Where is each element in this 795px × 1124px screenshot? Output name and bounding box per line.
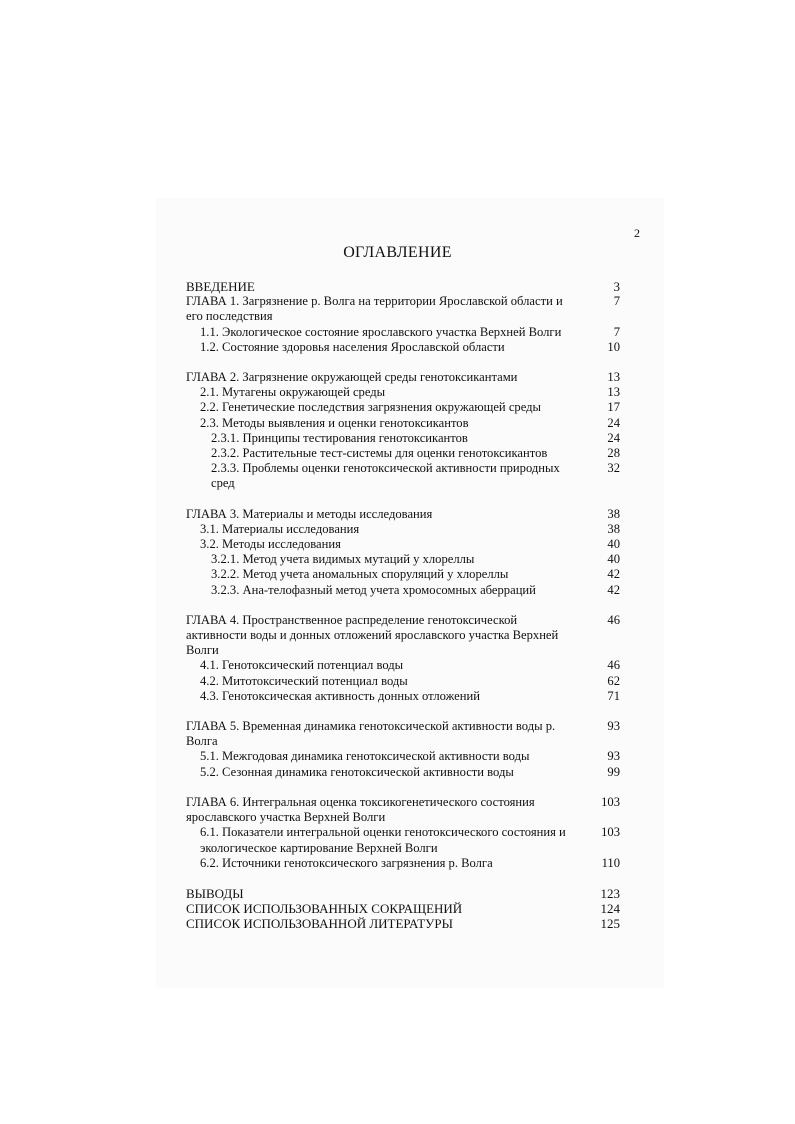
toc-entry-text: ГЛАВА 5. Временная динамика генотоксической активности воды р. Волга <box>186 719 556 749</box>
toc-entry-text: ГЛАВА 4. Пространственное распределение генотоксической активности воды и донных отложений ярославского участка Верхней Волги <box>186 612 559 658</box>
toc-entry-page: 40 <box>607 552 620 567</box>
toc-entry-text: 4.1. Генотоксический потенциал воды <box>200 658 404 673</box>
toc-entry-text: 4.2. Митотоксический потенциал воды <box>200 673 408 688</box>
toc-entry-6-2[interactable] <box>186 856 620 871</box>
toc-entry-2-2[interactable] <box>186 400 620 415</box>
toc-entry-references[interactable] <box>186 916 620 931</box>
toc-entry-page: 103 <box>601 794 620 809</box>
toc-entry-text: 3.2. Методы исследования <box>200 537 341 552</box>
toc-entry-4-2[interactable] <box>186 674 620 689</box>
toc-entry-text: 3.2.1. Метод учета видимых мутаций у хлореллы <box>211 552 475 567</box>
toc-entry-2-3-1[interactable] <box>186 431 620 446</box>
toc-entry-page: 24 <box>607 415 620 430</box>
toc-entry-page: 99 <box>607 764 620 779</box>
toc-entry-chapter-3[interactable] <box>186 507 620 522</box>
toc-entry-chapter-1[interactable] <box>186 294 620 324</box>
toc-entry-text: 2.3.1. Принципы тестирования генотоксикантов <box>211 430 468 445</box>
toc-entry-page: 93 <box>607 749 620 764</box>
toc-entry-page: 46 <box>607 612 620 627</box>
toc-entry-6-1[interactable] <box>186 825 620 855</box>
chapter-1-group <box>186 279 620 355</box>
toc-entry-text: ГЛАВА 6. Интегральная оценка токсикогенетического состояния ярославского участка Верхней Волги <box>186 794 535 825</box>
toc-entry-text: 1.2. Состояние здоровья населения Ярославской области <box>200 339 505 354</box>
toc-entry-text: 3.2.2. Метод учета аномальных споруляций у хлореллы <box>211 567 509 582</box>
chapter-4-group <box>186 613 620 704</box>
toc-entry-text: ГЛАВА 3. Материалы и методы исследования <box>186 506 433 521</box>
toc-entry-page: 3 <box>613 279 620 294</box>
toc-entry-chapter-6[interactable] <box>186 795 620 825</box>
toc-entry-page: 42 <box>607 567 620 582</box>
toc-entry-text: 6.1. Показатели интегральной оценки генотоксического состояния и экологическое картирование Верхней Волги <box>200 825 566 855</box>
page-number: 2 <box>634 226 640 240</box>
toc-entry-page: 125 <box>600 916 620 932</box>
chapter-2-group <box>186 370 620 492</box>
toc-entry-text: 2.3.2. Растительные тест-системы для оценки генотоксикантов <box>211 446 548 461</box>
toc-entry-text: 5.1. Межгодовая динамика генотоксической активности воды <box>200 749 530 764</box>
toc-entry-2-1[interactable] <box>186 385 620 400</box>
toc-title: ОГЛАВЛЕНИЕ <box>343 244 452 261</box>
toc-entry-text: ВВЕДЕНИЕ <box>186 279 255 294</box>
toc-entry-chapter-5[interactable] <box>186 719 620 749</box>
toc-entry-1-1[interactable] <box>186 325 620 340</box>
toc-entry-2-3-3[interactable] <box>186 461 620 491</box>
toc-entry-3-2[interactable] <box>186 537 620 552</box>
toc-entry-4-1[interactable] <box>186 658 620 673</box>
chapter-6-group <box>186 795 620 871</box>
toc-entry-page: 46 <box>607 658 620 673</box>
toc-entry-page: 13 <box>607 370 620 385</box>
toc-entry-page: 124 <box>600 901 620 917</box>
toc-entry-4-3[interactable] <box>186 689 620 704</box>
toc-entry-page: 38 <box>607 506 620 521</box>
toc-entry-page: 10 <box>607 339 620 354</box>
toc-entry-page: 7 <box>613 324 620 339</box>
toc-entry-page: 123 <box>600 885 620 901</box>
toc-entry-text: СПИСОК ИСПОЛЬЗОВАННОЙ ЛИТЕРАТУРЫ <box>186 916 453 932</box>
toc-entry-2-3[interactable] <box>186 416 620 431</box>
toc-entry-chapter-4[interactable] <box>186 613 620 659</box>
chapter-3-group <box>186 507 620 598</box>
toc-entry-page: 71 <box>607 688 620 703</box>
toc-entry-text: ВЫВОДЫ <box>186 885 244 901</box>
toc-entry-text: 5.2. Сезонная динамика генотоксической активности воды <box>200 764 514 779</box>
chapter-5-group <box>186 719 620 780</box>
toc-entry-2-3-2[interactable] <box>186 446 620 461</box>
toc-entry-chapter-2[interactable] <box>186 370 620 385</box>
toc-entry-page: 103 <box>601 825 620 840</box>
toc-entry-page: 40 <box>607 537 620 552</box>
table-of-contents <box>186 279 620 932</box>
toc-entry-intro[interactable] <box>186 279 620 294</box>
toc-entry-3-2-1[interactable] <box>186 552 620 567</box>
toc-entry-5-2[interactable] <box>186 765 620 780</box>
toc-entry-5-1[interactable] <box>186 749 620 764</box>
toc-entry-3-2-2[interactable] <box>186 567 620 582</box>
toc-entry-page: 42 <box>607 582 620 597</box>
toc-entry-page: 13 <box>607 385 620 400</box>
toc-entry-page: 93 <box>607 719 620 734</box>
toc-entry-text: 6.2. Источники генотоксического загрязнения р. Волга <box>200 855 493 870</box>
toc-entry-text: 3.1. Материалы исследования <box>200 521 360 536</box>
toc-entry-abbreviations[interactable] <box>186 901 620 916</box>
toc-entry-text: СПИСОК ИСПОЛЬЗОВАННЫХ СОКРАЩЕНИЙ <box>186 901 463 917</box>
final-sections-group <box>186 886 620 932</box>
toc-entry-conclusions[interactable] <box>186 886 620 901</box>
toc-entry-text: 1.1. Экологическое состояние ярославского участка Верхней Волги <box>200 324 562 339</box>
toc-entry-3-2-3[interactable] <box>186 583 620 598</box>
toc-entry-text: 3.2.3. Ана-телофазный метод учета хромосомных аберраций <box>211 582 536 597</box>
toc-entry-text: 2.2. Генетические последствия загрязнения окружающей среды <box>200 400 541 415</box>
toc-entry-text: 2.3.3. Проблемы оценки генотоксической активности природных сред <box>211 461 560 491</box>
toc-entry-page: 28 <box>607 446 620 461</box>
toc-entry-page: 32 <box>607 461 620 476</box>
toc-entry-text: ГЛАВА 2. Загрязнение окружающей среды генотоксикантами <box>186 370 518 385</box>
toc-entry-1-2[interactable] <box>186 340 620 355</box>
toc-entry-page: 17 <box>607 400 620 415</box>
toc-entry-page: 38 <box>607 521 620 536</box>
toc-entry-text: ГЛАВА 1. Загрязнение р. Волга на территории Ярославской области и его последствия <box>186 294 563 324</box>
toc-entry-page: 110 <box>601 855 620 870</box>
toc-entry-text: 2.3. Методы выявления и оценки генотоксикантов <box>200 415 469 430</box>
toc-entry-page: 7 <box>613 294 620 309</box>
toc-entry-page: 24 <box>607 430 620 445</box>
toc-entry-text: 4.3. Генотоксическая активность донных отложений <box>200 688 480 703</box>
toc-entry-text: 2.1. Мутагены окружающей среды <box>200 385 386 400</box>
toc-entry-page: 62 <box>607 673 620 688</box>
toc-entry-3-1[interactable] <box>186 522 620 537</box>
